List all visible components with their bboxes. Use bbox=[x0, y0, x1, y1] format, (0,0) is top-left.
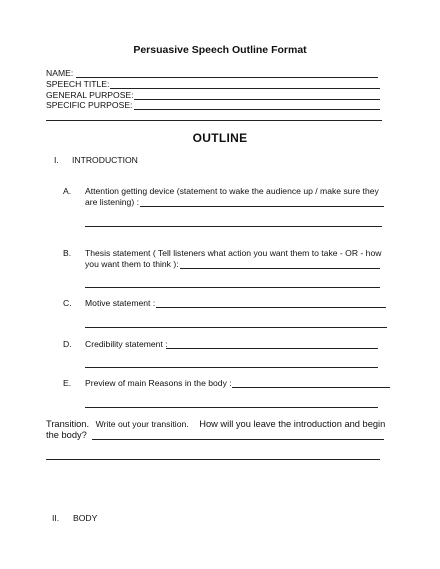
item-b-letter: B. bbox=[63, 248, 72, 258]
general-purpose-label: GENERAL PURPOSE: bbox=[46, 90, 134, 100]
item-a-text-line1: Attention getting device (statement to wake the audience up / make sure they bbox=[85, 186, 379, 196]
item-b-text-line2: you want them to think ): bbox=[85, 259, 179, 269]
item-a-text-line2: are listening) : bbox=[85, 197, 139, 207]
item-c-letter: C. bbox=[63, 298, 72, 308]
item-e-letter: E. bbox=[63, 378, 72, 388]
item-a-answer-line[interactable] bbox=[140, 206, 384, 207]
item-d-answer-line[interactable] bbox=[166, 348, 378, 349]
item-b-answer-line[interactable] bbox=[180, 268, 380, 269]
item-c-text: Motive statement : bbox=[85, 298, 156, 308]
outline-heading: OUTLINE bbox=[192, 131, 248, 145]
section-1-numeral: I. bbox=[54, 155, 59, 165]
transition-label: Transition. bbox=[46, 419, 90, 429]
speech-title-label: SPEECH TITLE: bbox=[46, 79, 110, 89]
name-field-line[interactable] bbox=[76, 77, 378, 78]
item-c-answer-line-2[interactable] bbox=[85, 327, 387, 328]
item-b-text-line1: Thesis statement ( Tell listeners what action you want them to take - OR - how bbox=[85, 248, 382, 258]
transition-answer-line-2[interactable] bbox=[46, 459, 380, 460]
transition-text-line1 bbox=[46, 419, 385, 430]
general-purpose-field-line[interactable] bbox=[134, 99, 380, 100]
section-2-numeral: II. bbox=[52, 513, 60, 523]
speech-title-field-line[interactable] bbox=[110, 88, 380, 89]
item-d-letter: D. bbox=[63, 339, 72, 349]
document-title: Persuasive Speech Outline Format bbox=[133, 44, 307, 56]
section-1-label: INTRODUCTION bbox=[72, 155, 138, 165]
specific-purpose-field-line[interactable] bbox=[134, 109, 380, 110]
transition-instruction: Write out your transition. bbox=[95, 419, 189, 429]
transition-text-line2: the body? bbox=[46, 430, 87, 440]
transition-question: How will you leave the introduction and begin bbox=[199, 419, 386, 429]
item-d-answer-line-2[interactable] bbox=[85, 367, 378, 368]
specific-purpose-label: SPECIFIC PURPOSE: bbox=[46, 100, 133, 110]
item-a-answer-line-2[interactable] bbox=[85, 226, 382, 227]
transition-answer-line[interactable] bbox=[92, 439, 384, 440]
extra-purpose-line[interactable] bbox=[46, 120, 382, 121]
section-2-label: BODY bbox=[73, 513, 98, 523]
item-b-answer-line-2[interactable] bbox=[85, 287, 380, 288]
item-e-text: Preview of main Reasons in the body : bbox=[85, 378, 232, 388]
item-c-answer-line[interactable] bbox=[156, 307, 386, 308]
item-e-answer-line-2[interactable] bbox=[85, 407, 378, 408]
item-d-text: Credibility statement : bbox=[85, 339, 168, 349]
name-label: NAME: bbox=[46, 68, 74, 78]
item-a-letter: A. bbox=[63, 186, 72, 196]
item-e-answer-line[interactable] bbox=[232, 387, 390, 388]
